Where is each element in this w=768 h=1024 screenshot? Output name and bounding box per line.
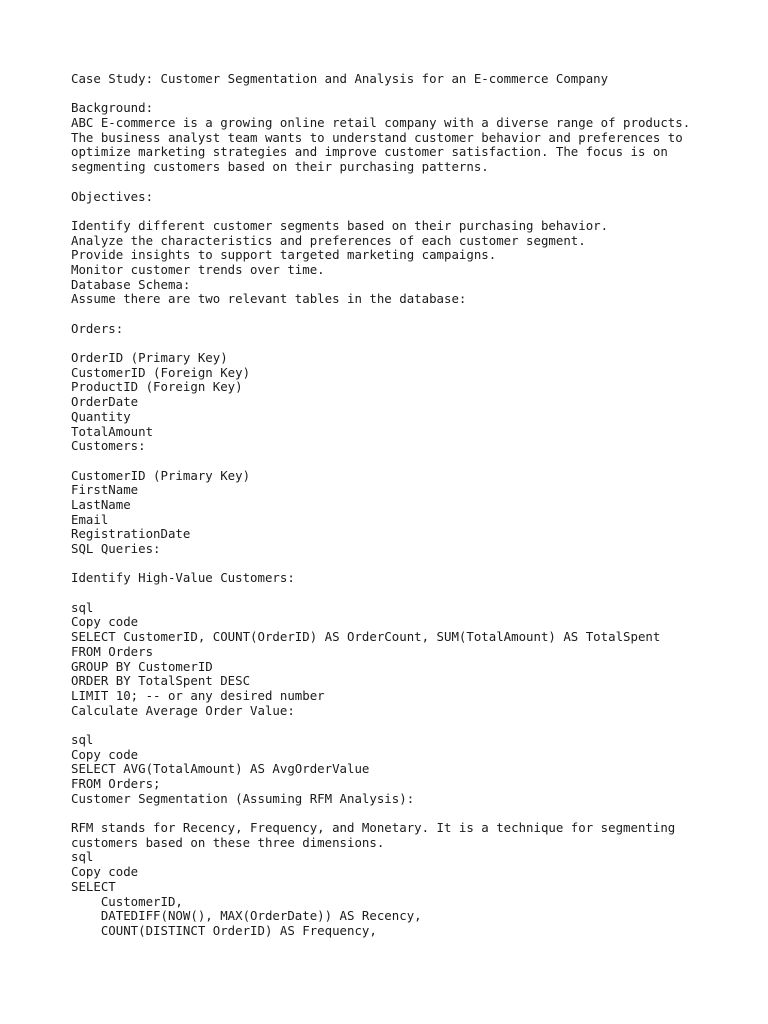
text-line: DATEDIFF(NOW(), MAX(OrderDate)) AS Recency, (71, 908, 422, 924)
blank-line (71, 806, 751, 821)
text-line: RFM stands for Recency, Frequency, and Monetary. It is a technique for segmenting (71, 820, 676, 836)
text-line: Orders: (71, 320, 124, 336)
blank-line (71, 87, 751, 102)
text-line: SQL Queries: (71, 541, 161, 556)
text-line: Customers: (71, 438, 146, 454)
text-line: CustomerID (Foreign Key) (71, 364, 251, 380)
text-line: sql (71, 599, 94, 615)
text-line: SELECT AVG(TotalAmount) AS AvgOrderValue (71, 761, 370, 777)
text-line: SELECT CustomerID, COUNT(OrderID) AS OrderCount, SUM(TotalAmount) AS TotalSpent (71, 629, 661, 645)
text-line: The business analyst team wants to understand customer behavior and preferences to (71, 129, 683, 145)
text-line: Database Schema: (71, 276, 191, 292)
blank-line (71, 586, 751, 601)
text-line: FirstName (71, 482, 139, 498)
text-line: segmenting customers based on their purchasing patterns. (71, 159, 489, 175)
blank-line (71, 454, 751, 469)
text-line: Objectives: (71, 188, 154, 204)
text-line: Identify High-Value Customers: (71, 570, 295, 586)
text-line: sql (71, 849, 94, 865)
text-line: FROM Orders (71, 643, 154, 659)
text-line: COUNT(DISTINCT OrderID) AS Frequency, (71, 922, 377, 938)
text-line: Case Study: Customer Segmentation and Analysis for an E-commerce Company (71, 71, 609, 86)
text-line: Quantity (71, 408, 131, 424)
text-line: CustomerID, (71, 893, 183, 909)
blank-line (71, 307, 751, 322)
text-line: Copy code (71, 614, 139, 630)
text-line: Email (71, 511, 109, 527)
text-line: Copy code (71, 864, 139, 880)
document-page (71, 72, 751, 939)
text-line: OrderDate (71, 394, 139, 410)
text-line: Monitor customer trends over time. (71, 261, 325, 277)
text-line: Customer Segmentation (Assuming RFM Analysis): (71, 790, 415, 806)
blank-line (71, 204, 751, 219)
blank-line (71, 718, 751, 733)
text-line: SELECT (71, 878, 116, 894)
text-line: Assume there are two relevant tables in the database: (71, 291, 467, 307)
text-line: Identify different customer segments based on their purchasing behavior. (71, 217, 609, 233)
text-line: Analyze the characteristics and preferences of each customer segment. (71, 232, 586, 248)
blank-line (71, 175, 751, 190)
text-line: Copy code (71, 746, 139, 762)
text-line: sql (71, 731, 94, 747)
text-line: ABC E-commerce is a growing online retail company with a diverse range of products. (71, 115, 691, 131)
text-line: TotalAmount (71, 423, 154, 439)
text-line: LIMIT 10; -- or any desired number (71, 687, 325, 703)
text-line: CustomerID (Primary Key) (71, 467, 251, 483)
blank-line (71, 336, 751, 351)
text-line: FROM Orders; (71, 776, 161, 791)
text-line: ORDER BY TotalSpent DESC (71, 673, 251, 689)
text-line: OrderID (Primary Key) (71, 350, 228, 366)
text-line: Background: (71, 100, 154, 116)
text-line: Calculate Average Order Value: (71, 702, 295, 718)
text-line: Provide insights to support targeted marketing campaigns. (71, 247, 497, 263)
text-line: optimize marketing strategies and improve customer satisfaction. The focus is on (71, 144, 668, 160)
text-line: ProductID (Foreign Key) (71, 379, 243, 395)
blank-line (71, 557, 751, 572)
text-line: RegistrationDate (71, 526, 191, 542)
text-line: GROUP BY CustomerID (71, 658, 213, 674)
text-line: customers based on these three dimensions. (71, 834, 385, 850)
text-line: LastName (71, 496, 131, 512)
